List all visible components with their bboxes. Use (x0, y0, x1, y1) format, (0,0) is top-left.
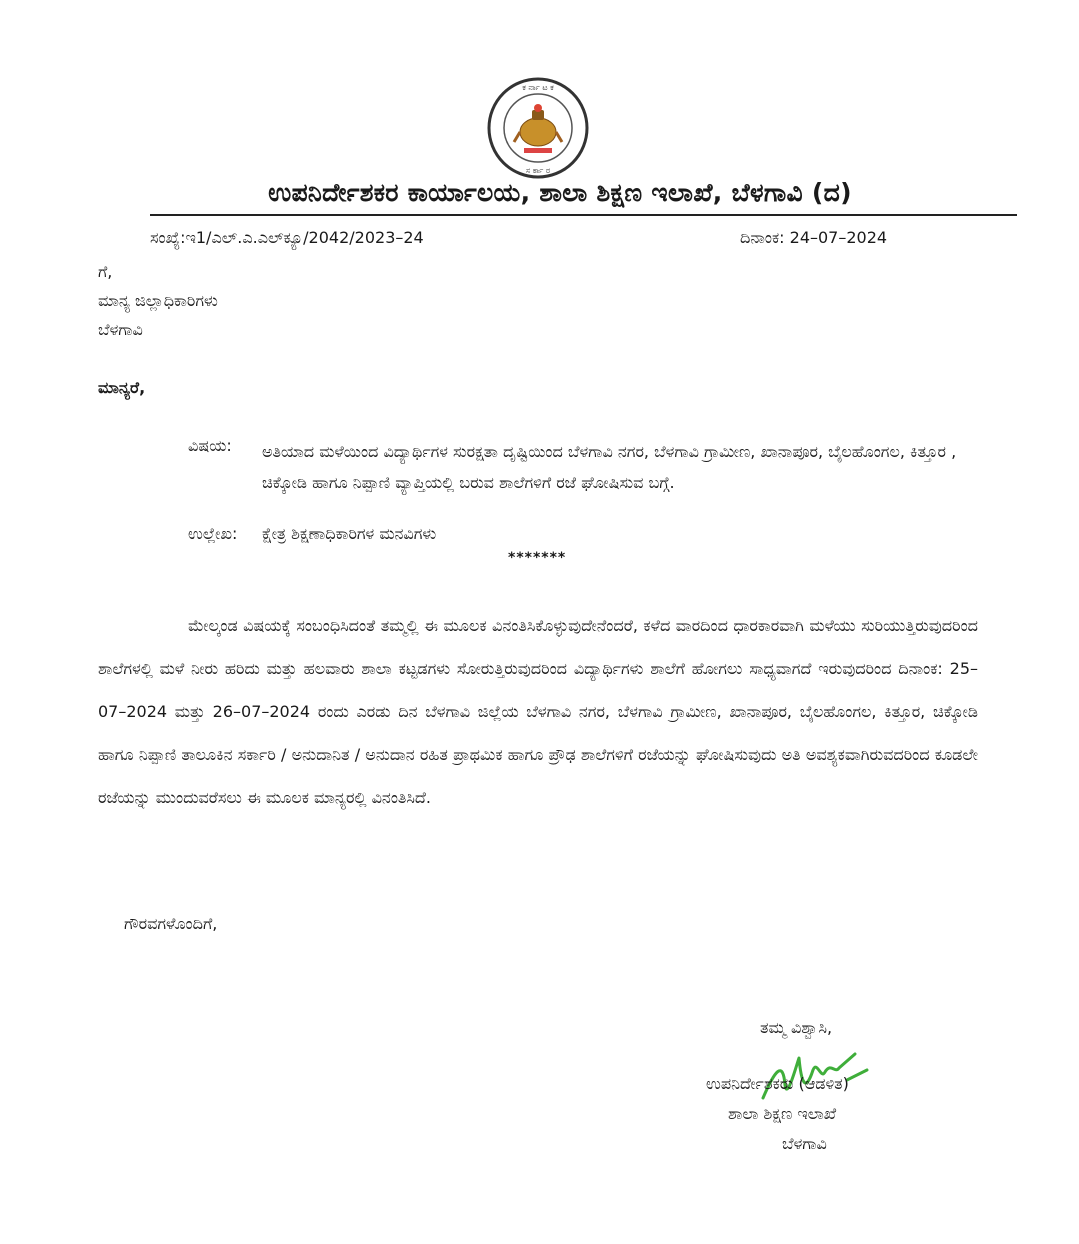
reference-label: ಉಲ್ಲೇಖ: (188, 524, 238, 543)
signatory-place: ಬೆಳಗಾವಿ (782, 1134, 827, 1153)
letter-date: ದಿನಾಂಕ: 24–07–2024 (740, 228, 888, 247)
separator: ******* (508, 550, 567, 566)
closing: ಗೌರವಗಳೊಂದಿಗೆ, (124, 914, 218, 933)
yours-faithfully: ತಮ್ಮ ವಿಶ್ವಾಸಿ, (760, 1018, 833, 1037)
title-divider (150, 214, 1017, 216)
addressee-line-1: ಮಾನ್ಯ ಜಿಲ್ಲಾಧಿಕಾರಿಗಳು (98, 291, 218, 310)
reference-text: ಕ್ಷೇತ್ರ ಶಿಕ್ಷಣಾಧಿಕಾರಿಗಳ ಮನವಿಗಳು (262, 524, 437, 543)
svg-text:ಸ ರ್ಕಾ ರ: ಸ ರ್ಕಾ ರ (525, 166, 551, 175)
addressee-line-2: ಬೆಳಗಾವಿ (98, 320, 143, 339)
addressee-to: ಗೆ, (98, 262, 113, 281)
svg-text:ಕ ರ್ನಾ ಟ ಕ: ಕ ರ್ನಾ ಟ ಕ (522, 83, 554, 92)
signatory-department: ಶಾಲಾ ಶಿಕ್ಷಣ ಇಲಾಖೆ (728, 1104, 837, 1123)
body-paragraph: ಮೇಲ್ಕಂಡ ವಿಷಯಕ್ಕೆ ಸಂಬಂಧಿಸಿದಂತೆ ತಮ್ಮಲ್ಲಿ ಈ ಮೂಲಕ ವಿನಂತಿಸಿಕೊಳ್ಳುವುದೇನೆಂದರೆ, ಕಳೆದ ವಾರದಿಂದ ಧಾರಕಾರವಾಗಿ ಮಳೆಯು ಸುರಿಯುತ್ತಿರುವುದರಿಂದ ಶಾಲೆಗಳಲ್ಲಿ ಮಳೆ ನೀರು ಹರಿದು ಮತ್ತು ಹಲವಾರು ಶಾಲಾ ಕಟ್ಟಡಗಳು ಸೋರುತ್ತಿರುವುದರಿಂದ ವಿದ್ಯಾರ್ಥಿಗಳು ಶಾಲೆಗೆ ಹೋಗಲು ಸಾಧ್ಯವಾಗದೆ ಇರುವುದರಿಂದ ದಿನಾಂಕ: 25–07–2024 ಮತ್ತು 26–07–2024 ರಂದು ಎರಡು ದಿನ ಬೆಳಗಾವಿ ಜಿಲ್ಲೆಯ ಬೆಳಗಾವಿ ನಗರ, ಬೆಳಗಾವಿ ಗ್ರಾಮೀಣ, ಖಾನಾಪೂರ, ಬೈಲಹೊಂಗಲ, ಕಿತ್ತೂರ, ಚಿಕ್ಕೋಡಿ ಹಾಗೂ ನಿಪ್ಪಾಣಿ ತಾಲೂಕಿನ ಸರ್ಕಾರಿ / ಅನುದಾನಿತ / ಅನುದಾನ ರಹಿತ ಪ್ರಾಥಮಿಕ ಹಾಗೂ ಪ್ರೌಢ ಶಾಲೆಗಳಿಗೆ ರಜೆಯನ್ನು ಘೋಷಿಸುವುದು ಅತಿ ಅವಶ್ಯಕವಾಗಿರುವದರಿಂದ ಕೂಡಲೇ ರಜೆಯನ್ನು ಮುಂದುವರೆಸಲು ಈ ಮೂಲಕ ಮಾನ್ಯರಲ್ಲಿ ವಿನಂತಿಸಿದೆ. (98, 616, 978, 807)
state-emblem-icon (486, 76, 590, 180)
salutation: ಮಾನ್ಯರೆ, (98, 378, 146, 397)
office-title: ಉಪನಿರ್ದೇಶಕರ ಕಾರ್ಯಾಲಯ, ಶಾಲಾ ಶಿಕ್ಷಣ ಇಲಾಖೆ, ಬೆಳಗಾವಿ (ದ) (268, 178, 852, 207)
signatory-designation: ಉಪನಿರ್ದೇಶಕರು (ಆಡಳಿತ) (706, 1074, 849, 1093)
subject-text: ಅತಿಯಾದ ಮಳೆಯಿಂದ ವಿದ್ಯಾರ್ಥಿಗಳ ಸುರಕ್ಷತಾ ದೃಷ್ಟಿಯಿಂದ ಬೆಳಗಾವಿ ನಗರ, ಬೆಳಗಾವಿ ಗ್ರಾಮೀಣ, ಖಾನಾಪೂರ, ಬೈಲಹೊಂಗಲ, ಕಿತ್ತೂರ , ಚಿಕ್ಕೋಡಿ ಹಾಗೂ ನಿಪ್ಪಾಣಿ ವ್ಯಾಪ್ತಿಯಲ್ಲಿ ಬರುವ ಶಾಲೆಗಳಿಗೆ ರಜೆ ಘೋಷಿಸುವ ಬಗ್ಗೆ. (262, 442, 957, 492)
reference-number: ಸಂಖ್ಯೆ:ಇ1/ಎಲ್.ಎ.ಎಲ್‌ಕ್ಯೂ/2042/2023–24 (150, 228, 424, 247)
subject-label: ವಿಷಯ: (188, 436, 232, 455)
